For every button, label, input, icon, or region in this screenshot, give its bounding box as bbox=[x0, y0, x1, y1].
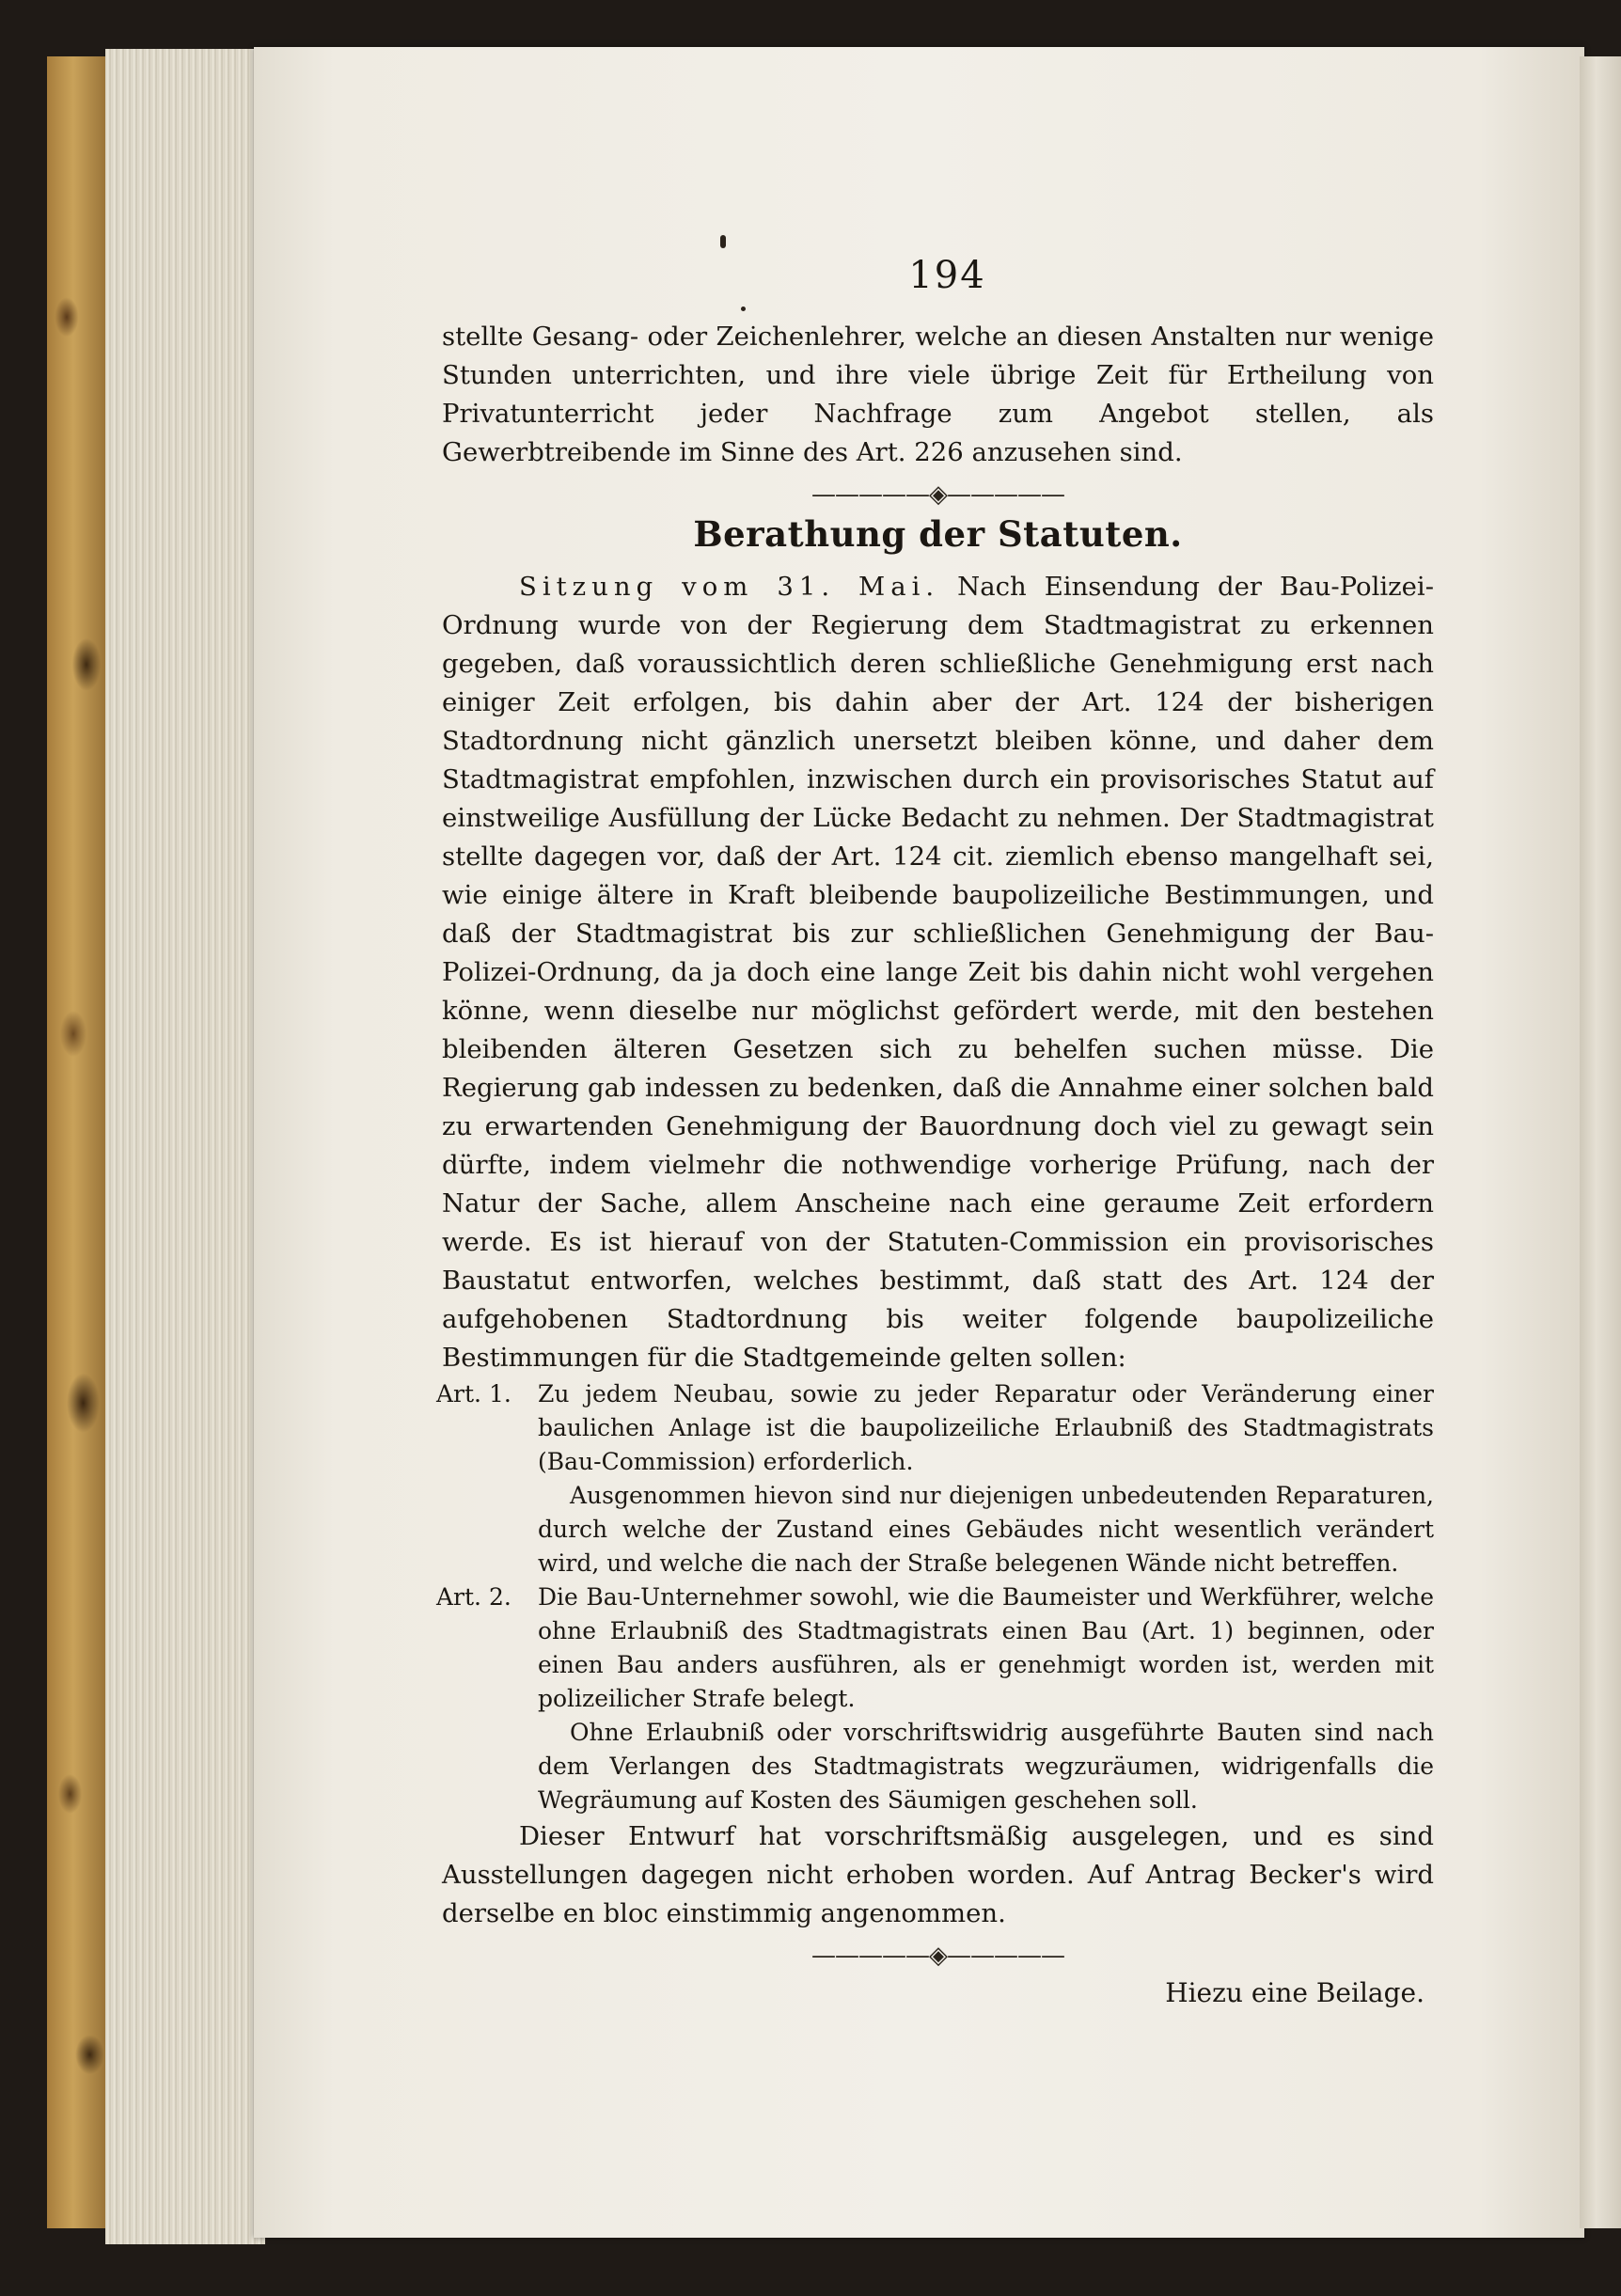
session-label: Sitzung vom 31. Mai. bbox=[519, 572, 940, 602]
ink-mark bbox=[720, 235, 726, 248]
article-subtext: Ohne Erlaubniß oder vorschriftswidrig ausgeführte Bauten sind nach dem Verlangen des Stadtmagistrats wegzuräumen, widrigenfalls die Wegräumung auf Kosten des Säumigen geschehen soll. bbox=[538, 1719, 1434, 1814]
article-2 bbox=[436, 1580, 1434, 1817]
section-heading: Berathung der Statuten. bbox=[693, 513, 1183, 555]
page-number: 194 bbox=[908, 254, 986, 297]
closing-line: Hiezu eine Beilage. bbox=[1165, 1977, 1424, 2008]
article-subtext: Ausgenommen hievon sind nur diejenigen unbedeutenden Reparaturen, durch welche der Zustand eines Gebäudes nicht wesentlich verändert wird, und welche die nach der Straße belegenen Wände nicht betreffen. bbox=[538, 1482, 1434, 1577]
page-text bbox=[436, 254, 1435, 2012]
article-text: Zu jedem Neubau, sowie zu jeder Reparatur oder Veränderung einer baulichen Anlage ist die baupolizeiliche Erlaubniß des Stadtmagistrats (Bau-Commission) erforderlich. bbox=[538, 1380, 1434, 1475]
article-label: Art. 1. bbox=[436, 1380, 511, 1407]
intro-paragraph: stellte Gesang- oder Zeichenlehrer, welche an diesen Anstalten nur wenige Stunden unterrichten, und ihre viele übrige Zeit für Ertheilung von Privatunterricht jeder Nachfrage zum Angebot stellen, als Gewerbtreibende im Sinne des Art. 226 anzusehen sind. bbox=[442, 322, 1434, 467]
ornament-divider: —————◈————— bbox=[811, 1942, 1064, 1970]
article-body bbox=[538, 1580, 1434, 1817]
article-body bbox=[538, 1377, 1434, 1580]
article-text: Die Bau-Unternehmer sowohl, wie die Baumeister und Werkführer, welche ohne Erlaubniß des Stadtmagistrats einen Bau (Art. 1) beginnen, oder einen Bau anders ausführen, als er genehmigt worden ist, werden mit polizeilicher Strafe belegt. bbox=[538, 1583, 1434, 1712]
facing-page-edge bbox=[1580, 56, 1621, 2228]
page-stack-edges bbox=[105, 49, 265, 2244]
session-paragraph bbox=[442, 568, 1434, 1377]
main-paragraph: Nach Einsendung der Bau-Polizei-Ordnung wurde von der Regierung dem Stadtmagistrat zu erkennen gegeben, daß voraussichtlich deren schließliche Genehmigung erst nach einiger Zeit erfolgen, bis dahin aber der Art. 124 der bisherigen Stadtordnung nicht gänzlich unersetzt bleiben könne, und daher dem Stadtmagistrat empfohlen, inzwischen durch ein provisorisches Statut auf einstweilige Ausfüllung der Lücke Bedacht zu nehmen. Der Stadtmagistrat stellte dagegen vor, daß der Art. 124 cit. ziemlich ebenso mangelhaft sei, wie einige ältere in Kraft bleibende baupolizeiliche Bestimmungen, und daß der Stadtmagistrat bis zur schließlichen Genehmigung der Bau-Polizei-Ordnung, da ja doch eine lange Zeit bis dahin nicht wohl vergehen könne, wenn dieselbe nur möglichst gefördert werde, mit den bestehen bleibenden älteren Gesetzen sich zu behelfen suchen müsse. Die Regierung gab indessen zu bedenken, daß die Annahme einer solchen bald zu erwartenden Genehmigung der Bauordnung doch viel zu gewagt sein dürfte, indem vielmehr die nothwendige vorherige Prüfung, nach der Natur der Sache, allem Anscheine nach eine geraume Zeit erfordern werde. Es ist hierauf von der Statuten-Commission ein provisorisches Baustatut entworfen, welches bestimmt, daß statt des Art. 124 der aufgehobenen Stadtordnung bis weiter folgende baupolizeiliche Bestimmungen für die Stadtgemeinde gelten sollen: bbox=[442, 572, 1435, 1373]
final-paragraph: Dieser Entwurf hat vorschriftsmäßig ausgelegen, und es sind Ausstellungen dagegen nicht erhoben worden. Auf Antrag Becker's wird derselbe en bloc einstimmig angenommen. bbox=[442, 1821, 1434, 1928]
marbled-book-edge bbox=[47, 56, 113, 2228]
ornament-divider: —————◈————— bbox=[811, 480, 1064, 509]
article-label: Art. 2. bbox=[436, 1583, 511, 1611]
article-1 bbox=[436, 1377, 1434, 1580]
